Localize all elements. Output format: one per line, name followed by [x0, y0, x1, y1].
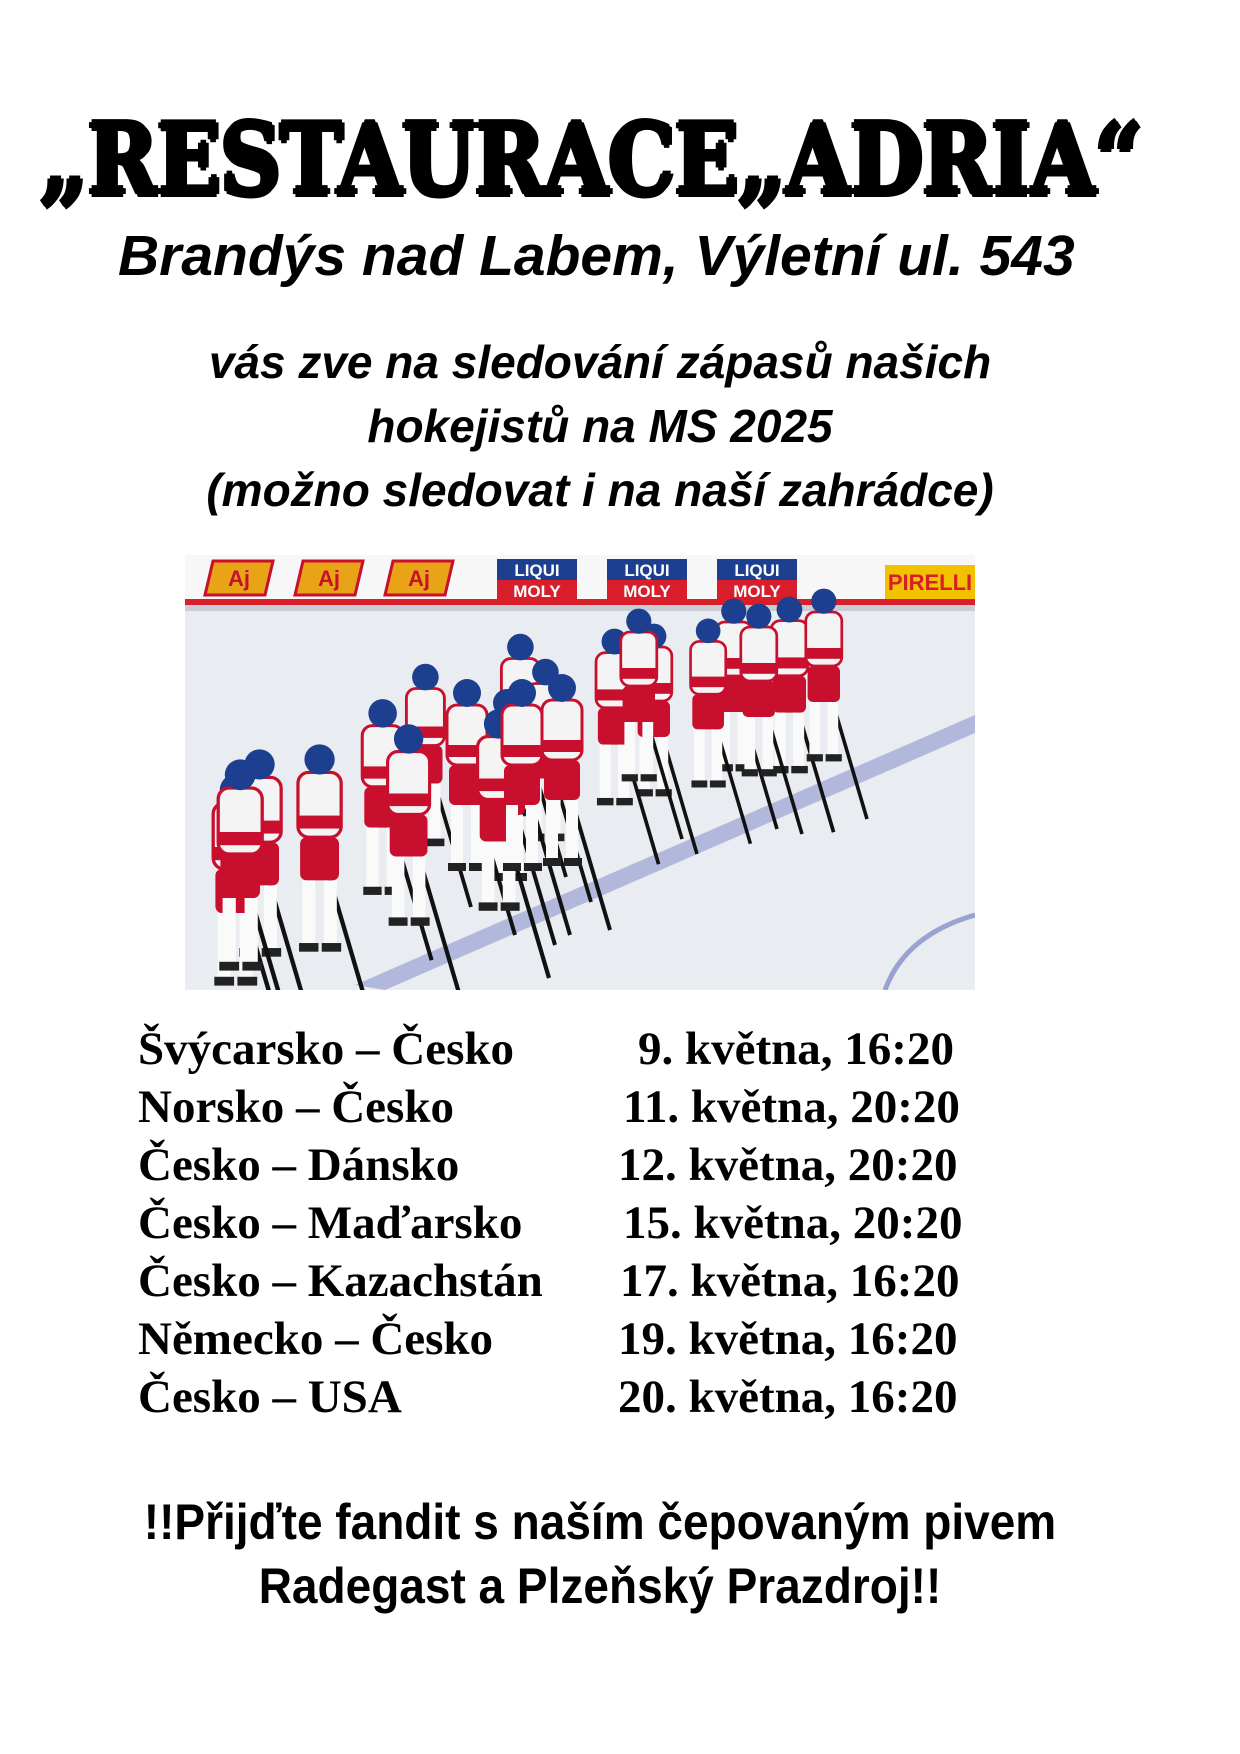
- match-date: 11. května, 20:20: [623, 1081, 960, 1133]
- footer-text: [60, 1490, 1140, 1618]
- svg-text:Aj: Aj: [408, 566, 430, 591]
- match-row: [138, 1194, 1038, 1252]
- match-date: 19. května, 16:20: [618, 1313, 958, 1365]
- match-teams: Česko – USA: [138, 1371, 402, 1423]
- svg-text:MOLY: MOLY: [733, 582, 781, 601]
- sponsor-logo-aj: [205, 561, 273, 595]
- invitation-line: (možno sledovat i na naší zahrádce): [206, 464, 994, 516]
- sponsor-logo-aj: [295, 561, 363, 595]
- match-date: 12. května, 20:20: [618, 1139, 958, 1191]
- invitation-line: hokejistů na MS 2025: [367, 400, 833, 452]
- svg-text:PIRELLI: PIRELLI: [887, 570, 973, 595]
- svg-text:MOLY: MOLY: [623, 582, 671, 601]
- match-schedule: [138, 1020, 1038, 1426]
- sponsor-logo-liqui-moly: [607, 559, 687, 601]
- match-date: 17. května, 16:20: [620, 1255, 960, 1307]
- match-row: [138, 1252, 1038, 1310]
- match-date: 9. května, 16:20: [638, 1023, 954, 1075]
- match-row: [138, 1310, 1038, 1368]
- match-row: [138, 1078, 1038, 1136]
- sponsor-logo-liqui-moly: [497, 559, 577, 601]
- footer-line: Radegast a Plzeňský Prazdroj!!: [258, 1558, 942, 1614]
- match-teams: Česko – Dánsko: [138, 1139, 460, 1191]
- match-teams: Norsko – Česko: [138, 1081, 454, 1133]
- invitation-line: vás zve na sledování zápasů našich: [208, 336, 992, 388]
- restaurant-address: Brandýs nad Labem, Výletní ul. 543: [118, 224, 1075, 288]
- match-date: 20. května, 16:20: [618, 1371, 958, 1423]
- svg-text:LIQUI: LIQUI: [624, 561, 670, 580]
- hockey-team-illustration: [185, 555, 975, 990]
- restaurant-title: „RESTAURACE„ADRIA“: [40, 103, 1143, 218]
- sponsor-logo-liqui-moly: [717, 559, 797, 601]
- svg-text:LIQUI: LIQUI: [514, 561, 560, 580]
- match-teams: Česko – Kazachstán: [138, 1255, 543, 1307]
- svg-text:LIQUI: LIQUI: [734, 561, 780, 580]
- match-row: [138, 1368, 1038, 1426]
- match-teams: Česko – Maďarsko: [138, 1197, 523, 1249]
- svg-text:MOLY: MOLY: [513, 582, 561, 601]
- match-date: 15. května, 20:20: [623, 1197, 963, 1249]
- sponsor-logo-pirelli: [885, 565, 975, 599]
- match-teams: Německo – Česko: [138, 1313, 494, 1365]
- match-row: [138, 1020, 1038, 1078]
- hockey-team-photo: [185, 555, 975, 990]
- sponsor-logo-aj: [385, 561, 453, 595]
- match-teams: Švýcarsko – Česko: [138, 1023, 515, 1075]
- svg-text:Aj: Aj: [318, 566, 340, 591]
- invitation-text: [100, 330, 1100, 522]
- match-row: [138, 1136, 1038, 1194]
- footer-line: !!Přijďte fandit s naším čepovaným pivem: [143, 1494, 1057, 1550]
- svg-text:Aj: Aj: [228, 566, 250, 591]
